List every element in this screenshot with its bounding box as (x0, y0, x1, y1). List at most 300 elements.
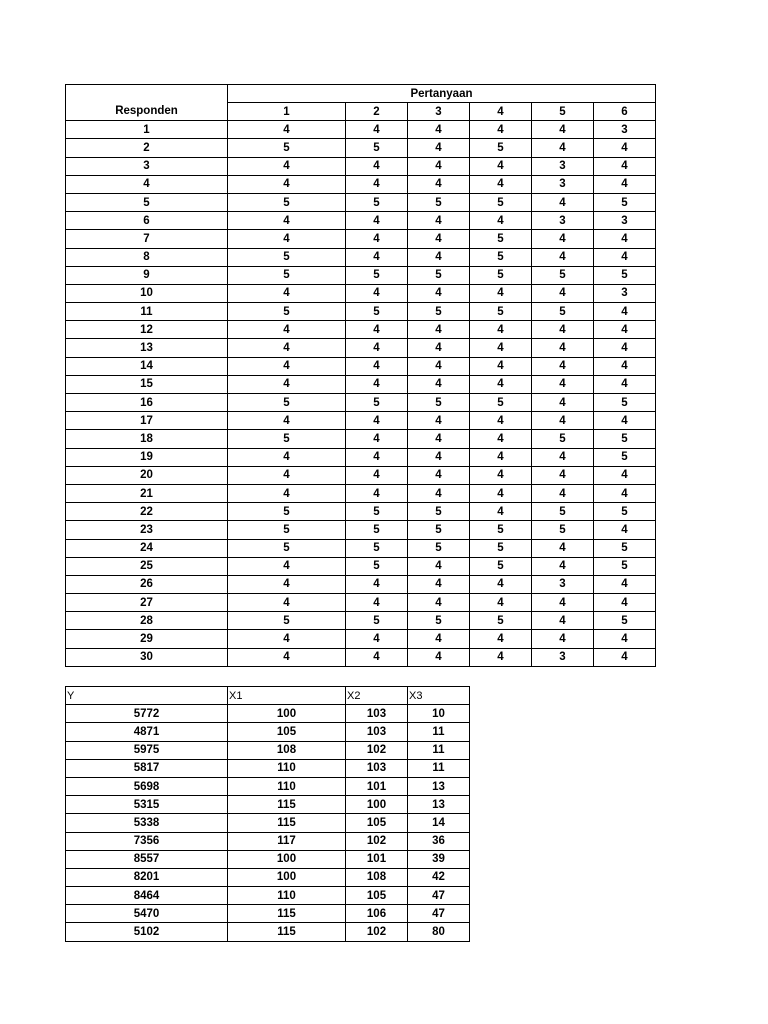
answer-cell: 4 (408, 484, 470, 502)
answer-cell: 4 (532, 557, 594, 575)
table-row (66, 375, 656, 393)
table-row (66, 705, 470, 723)
value-cell: 102 (346, 923, 408, 941)
answer-cell: 5 (594, 430, 656, 448)
answer-cell: 5 (346, 303, 408, 321)
table-row (66, 777, 470, 795)
answer-cell: 5 (470, 539, 532, 557)
answer-cell: 5 (532, 303, 594, 321)
question-header-cell: 2 (346, 103, 408, 121)
respondent-number-cell: 23 (66, 521, 228, 539)
answer-cell: 4 (532, 139, 594, 157)
value-cell: 5975 (66, 741, 228, 759)
answer-cell: 4 (408, 121, 470, 139)
answer-cell: 4 (228, 448, 346, 466)
value-cell: 11 (408, 759, 470, 777)
value-cell: 100 (228, 705, 346, 723)
table-row (66, 357, 656, 375)
answer-cell: 4 (228, 284, 346, 302)
answer-cell: 4 (532, 612, 594, 630)
respondent-number-cell: 26 (66, 575, 228, 593)
answer-cell: 4 (408, 357, 470, 375)
answer-cell: 4 (228, 230, 346, 248)
question-header-cell: 5 (532, 103, 594, 121)
answer-cell: 4 (408, 594, 470, 612)
answer-cell: 4 (408, 648, 470, 666)
answer-cell: 4 (470, 575, 532, 593)
answer-cell: 4 (228, 412, 346, 430)
answer-cell: 5 (346, 394, 408, 412)
respondent-number-cell: 10 (66, 284, 228, 302)
table-row (66, 266, 656, 284)
answer-cell: 4 (594, 594, 656, 612)
answer-cell: 5 (408, 539, 470, 557)
value-cell: 110 (228, 759, 346, 777)
value-cell: 115 (228, 796, 346, 814)
answer-cell: 4 (228, 594, 346, 612)
value-cell: 39 (408, 850, 470, 868)
answer-cell: 4 (228, 357, 346, 375)
value-cell: 105 (346, 887, 408, 905)
answer-cell: 4 (346, 648, 408, 666)
answer-cell: 5 (346, 557, 408, 575)
answer-cell: 4 (532, 284, 594, 302)
answer-cell: 5 (228, 521, 346, 539)
answer-cell: 4 (228, 157, 346, 175)
respondent-number-cell: 15 (66, 375, 228, 393)
value-cell: 10 (408, 705, 470, 723)
table-row (66, 796, 470, 814)
table-row (66, 230, 656, 248)
respondent-number-cell: 6 (66, 212, 228, 230)
answer-cell: 4 (408, 284, 470, 302)
corner-cell (66, 85, 228, 103)
answer-cell: 4 (470, 412, 532, 430)
value-cell: 100 (228, 850, 346, 868)
answer-cell: 5 (228, 612, 346, 630)
answer-cell: 4 (346, 630, 408, 648)
table-row (66, 448, 656, 466)
table-row (66, 850, 470, 868)
answer-cell: 4 (228, 375, 346, 393)
answer-cell: 4 (470, 375, 532, 393)
respondent-label: Responden (66, 103, 228, 121)
answer-cell: 5 (408, 521, 470, 539)
table-row (66, 484, 656, 502)
value-cell: 11 (408, 723, 470, 741)
answer-cell: 3 (532, 648, 594, 666)
answer-cell: 3 (594, 121, 656, 139)
value-cell: 100 (228, 868, 346, 886)
answer-cell: 5 (228, 394, 346, 412)
value-cell: 101 (346, 850, 408, 868)
value-cell: 11 (408, 741, 470, 759)
value-cell: 7356 (66, 832, 228, 850)
answer-cell: 3 (532, 157, 594, 175)
table-row (66, 212, 656, 230)
table-row (66, 175, 656, 193)
answer-cell: 5 (346, 612, 408, 630)
answer-cell: 4 (532, 394, 594, 412)
value-cell: 105 (346, 814, 408, 832)
table-row (66, 139, 656, 157)
answer-cell: 4 (594, 375, 656, 393)
value-cell: 102 (346, 832, 408, 850)
respondent-number-cell: 29 (66, 630, 228, 648)
answer-cell: 3 (594, 284, 656, 302)
answer-cell: 4 (532, 230, 594, 248)
table-row (66, 905, 470, 923)
respondent-number-cell: 25 (66, 557, 228, 575)
column-header-x2: X2 (346, 687, 408, 705)
value-cell: 103 (346, 705, 408, 723)
table-row (66, 814, 470, 832)
answer-cell: 5 (346, 539, 408, 557)
answer-cell: 4 (228, 339, 346, 357)
answer-cell: 4 (470, 357, 532, 375)
answer-cell: 5 (532, 430, 594, 448)
answer-cell: 4 (470, 284, 532, 302)
answer-cell: 5 (408, 193, 470, 211)
answer-cell: 5 (532, 266, 594, 284)
respondent-number-cell: 30 (66, 648, 228, 666)
answer-cell: 4 (228, 212, 346, 230)
question-header-cell: 4 (470, 103, 532, 121)
value-cell: 110 (228, 887, 346, 905)
value-cell: 8464 (66, 887, 228, 905)
answer-cell: 4 (346, 594, 408, 612)
table-row (66, 303, 656, 321)
table-row (66, 630, 656, 648)
value-cell: 115 (228, 814, 346, 832)
answer-cell: 4 (532, 466, 594, 484)
answer-cell: 4 (470, 321, 532, 339)
answer-cell: 5 (228, 503, 346, 521)
answer-cell: 4 (532, 594, 594, 612)
answer-cell: 4 (346, 575, 408, 593)
value-cell: 13 (408, 796, 470, 814)
answer-cell: 4 (408, 321, 470, 339)
respondent-number-cell: 24 (66, 539, 228, 557)
answer-cell: 4 (594, 321, 656, 339)
answer-cell: 5 (470, 139, 532, 157)
answer-cell: 4 (594, 248, 656, 266)
column-header-y: Y (66, 687, 228, 705)
answer-cell: 4 (346, 212, 408, 230)
value-cell: 117 (228, 832, 346, 850)
value-cell: 4871 (66, 723, 228, 741)
table-row (66, 557, 656, 575)
answer-cell: 4 (408, 430, 470, 448)
answer-cell: 4 (470, 430, 532, 448)
answer-cell: 5 (594, 394, 656, 412)
answer-cell: 4 (532, 448, 594, 466)
answer-cell: 4 (470, 503, 532, 521)
value-cell: 5817 (66, 759, 228, 777)
value-cell: 105 (228, 723, 346, 741)
answer-cell: 5 (594, 193, 656, 211)
value-cell: 108 (346, 868, 408, 886)
table-row (66, 923, 470, 941)
answer-cell: 4 (346, 121, 408, 139)
value-cell: 5772 (66, 705, 228, 723)
column-header-x1: X1 (228, 687, 346, 705)
answer-cell: 5 (346, 266, 408, 284)
answer-cell: 4 (228, 630, 346, 648)
answer-cell: 4 (228, 484, 346, 502)
answer-cell: 4 (228, 648, 346, 666)
value-cell: 108 (228, 741, 346, 759)
respondent-number-cell: 4 (66, 175, 228, 193)
answer-cell: 4 (408, 448, 470, 466)
value-cell: 115 (228, 905, 346, 923)
answer-cell: 5 (470, 230, 532, 248)
answer-cell: 4 (228, 321, 346, 339)
value-cell: 42 (408, 868, 470, 886)
answer-cell: 4 (532, 121, 594, 139)
answer-cell: 4 (532, 375, 594, 393)
table-row (66, 430, 656, 448)
answer-cell: 5 (594, 539, 656, 557)
table-row (66, 503, 656, 521)
answer-cell: 5 (228, 248, 346, 266)
value-cell: 106 (346, 905, 408, 923)
answer-cell: 4 (346, 466, 408, 484)
answer-cell: 3 (532, 575, 594, 593)
respondent-number-cell: 7 (66, 230, 228, 248)
table-row (66, 868, 470, 886)
answer-cell: 5 (408, 612, 470, 630)
respondent-number-cell: 19 (66, 448, 228, 466)
table-row (66, 466, 656, 484)
answer-cell: 5 (346, 521, 408, 539)
answer-cell: 5 (470, 557, 532, 575)
value-cell: 5470 (66, 905, 228, 923)
respondent-number-cell: 8 (66, 248, 228, 266)
value-cell: 14 (408, 814, 470, 832)
answer-cell: 5 (470, 248, 532, 266)
value-cell: 5698 (66, 777, 228, 795)
table-row (66, 575, 656, 593)
answer-cell: 5 (594, 612, 656, 630)
answer-cell: 4 (470, 484, 532, 502)
answer-cell: 5 (228, 266, 346, 284)
answer-cell: 5 (470, 394, 532, 412)
answer-cell: 4 (408, 175, 470, 193)
answer-cell: 4 (470, 448, 532, 466)
answer-cell: 5 (408, 503, 470, 521)
value-cell: 8201 (66, 868, 228, 886)
answer-cell: 4 (594, 357, 656, 375)
table-row (66, 284, 656, 302)
answer-cell: 5 (228, 430, 346, 448)
answer-cell: 4 (346, 412, 408, 430)
answer-cell: 5 (228, 539, 346, 557)
answer-cell: 4 (408, 230, 470, 248)
answer-cell: 4 (408, 212, 470, 230)
answer-cell: 4 (408, 466, 470, 484)
answer-cell: 4 (594, 630, 656, 648)
answer-cell: 4 (594, 230, 656, 248)
table-row (66, 394, 656, 412)
answer-cell: 4 (470, 466, 532, 484)
value-cell: 101 (346, 777, 408, 795)
respondent-number-cell: 18 (66, 430, 228, 448)
answer-cell: 5 (470, 521, 532, 539)
answer-cell: 4 (408, 139, 470, 157)
table-row (66, 193, 656, 211)
answer-cell: 4 (594, 139, 656, 157)
table-row (66, 723, 470, 741)
answer-cell: 4 (346, 248, 408, 266)
answer-cell: 4 (470, 157, 532, 175)
answer-cell: 4 (594, 575, 656, 593)
answer-cell: 4 (470, 121, 532, 139)
answer-cell: 4 (408, 375, 470, 393)
column-header-x3: X3 (408, 687, 470, 705)
respondent-number-cell: 5 (66, 193, 228, 211)
answer-cell: 4 (228, 175, 346, 193)
answer-cell: 4 (470, 175, 532, 193)
answer-cell: 4 (594, 412, 656, 430)
respondent-number-cell: 12 (66, 321, 228, 339)
table-row (66, 648, 656, 666)
table-row (66, 521, 656, 539)
answer-cell: 4 (408, 412, 470, 430)
survey-title-row (66, 85, 656, 103)
answer-cell: 4 (346, 321, 408, 339)
answer-cell: 4 (594, 157, 656, 175)
respondent-number-cell: 21 (66, 484, 228, 502)
answer-cell: 4 (594, 303, 656, 321)
answer-cell: 3 (532, 175, 594, 193)
table-row (66, 321, 656, 339)
answer-cell: 4 (346, 339, 408, 357)
table-row (66, 612, 656, 630)
value-cell: 110 (228, 777, 346, 795)
question-header-row (66, 103, 656, 121)
value-cell: 5338 (66, 814, 228, 832)
answer-cell: 3 (594, 212, 656, 230)
value-cell: 36 (408, 832, 470, 850)
answer-cell: 4 (594, 484, 656, 502)
table-row (66, 832, 470, 850)
answer-cell: 4 (408, 630, 470, 648)
table-row (66, 157, 656, 175)
respondent-number-cell: 22 (66, 503, 228, 521)
answer-cell: 4 (346, 230, 408, 248)
question-header-cell: 3 (408, 103, 470, 121)
answer-cell: 4 (346, 375, 408, 393)
answer-cell: 4 (228, 121, 346, 139)
answer-cell: 4 (408, 557, 470, 575)
answer-cell: 5 (470, 612, 532, 630)
table-row (66, 339, 656, 357)
value-cell: 115 (228, 923, 346, 941)
value-cell: 5102 (66, 923, 228, 941)
answer-cell: 5 (228, 193, 346, 211)
question-header-cell: 1 (228, 103, 346, 121)
answer-cell: 4 (594, 466, 656, 484)
answer-cell: 5 (228, 139, 346, 157)
respondent-number-cell: 16 (66, 394, 228, 412)
table-row (66, 887, 470, 905)
answer-cell: 4 (470, 594, 532, 612)
answer-cell: 5 (532, 521, 594, 539)
answer-cell: 4 (408, 248, 470, 266)
answer-cell: 5 (408, 303, 470, 321)
answer-cell: 4 (470, 339, 532, 357)
answer-cell: 4 (594, 648, 656, 666)
respondent-number-cell: 27 (66, 594, 228, 612)
answer-cell: 5 (228, 303, 346, 321)
answer-cell: 4 (532, 630, 594, 648)
answer-cell: 4 (408, 575, 470, 593)
answer-cell: 4 (346, 484, 408, 502)
value-cell: 103 (346, 723, 408, 741)
respondent-number-cell: 17 (66, 412, 228, 430)
table-row (66, 121, 656, 139)
respondent-number-cell: 11 (66, 303, 228, 321)
answer-cell: 5 (594, 266, 656, 284)
answer-cell: 5 (346, 193, 408, 211)
answer-cell: 4 (594, 339, 656, 357)
answer-cell: 5 (346, 139, 408, 157)
table-row (66, 539, 656, 557)
value-cell: 100 (346, 796, 408, 814)
answer-cell: 4 (470, 630, 532, 648)
answer-cell: 4 (228, 466, 346, 484)
answer-cell: 5 (470, 193, 532, 211)
answer-cell: 4 (470, 648, 532, 666)
table-row (66, 594, 656, 612)
table-row (66, 412, 656, 430)
answer-cell: 3 (532, 212, 594, 230)
value-cell: 47 (408, 905, 470, 923)
answer-cell: 4 (532, 339, 594, 357)
answer-cell: 5 (594, 448, 656, 466)
answer-cell: 4 (408, 339, 470, 357)
question-header-cell: 6 (594, 103, 656, 121)
answer-cell: 5 (594, 557, 656, 575)
answer-cell: 5 (470, 266, 532, 284)
value-cell: 13 (408, 777, 470, 795)
survey-table (65, 84, 656, 667)
answer-cell: 5 (594, 503, 656, 521)
answer-cell: 5 (532, 503, 594, 521)
respondent-number-cell: 9 (66, 266, 228, 284)
answer-cell: 4 (532, 321, 594, 339)
value-cell: 80 (408, 923, 470, 941)
value-cell: 8557 (66, 850, 228, 868)
answer-cell: 4 (346, 448, 408, 466)
answer-cell: 5 (470, 303, 532, 321)
answer-cell: 4 (346, 430, 408, 448)
answer-cell: 4 (228, 557, 346, 575)
answer-cell: 4 (532, 539, 594, 557)
answer-cell: 4 (594, 521, 656, 539)
table-row (66, 741, 470, 759)
answer-cell: 5 (408, 266, 470, 284)
answer-cell: 4 (532, 412, 594, 430)
value-cell: 47 (408, 887, 470, 905)
respondent-number-cell: 28 (66, 612, 228, 630)
answer-cell: 4 (532, 193, 594, 211)
respondent-number-cell: 3 (66, 157, 228, 175)
answer-cell: 4 (346, 284, 408, 302)
value-cell: 102 (346, 741, 408, 759)
value-cell: 5315 (66, 796, 228, 814)
